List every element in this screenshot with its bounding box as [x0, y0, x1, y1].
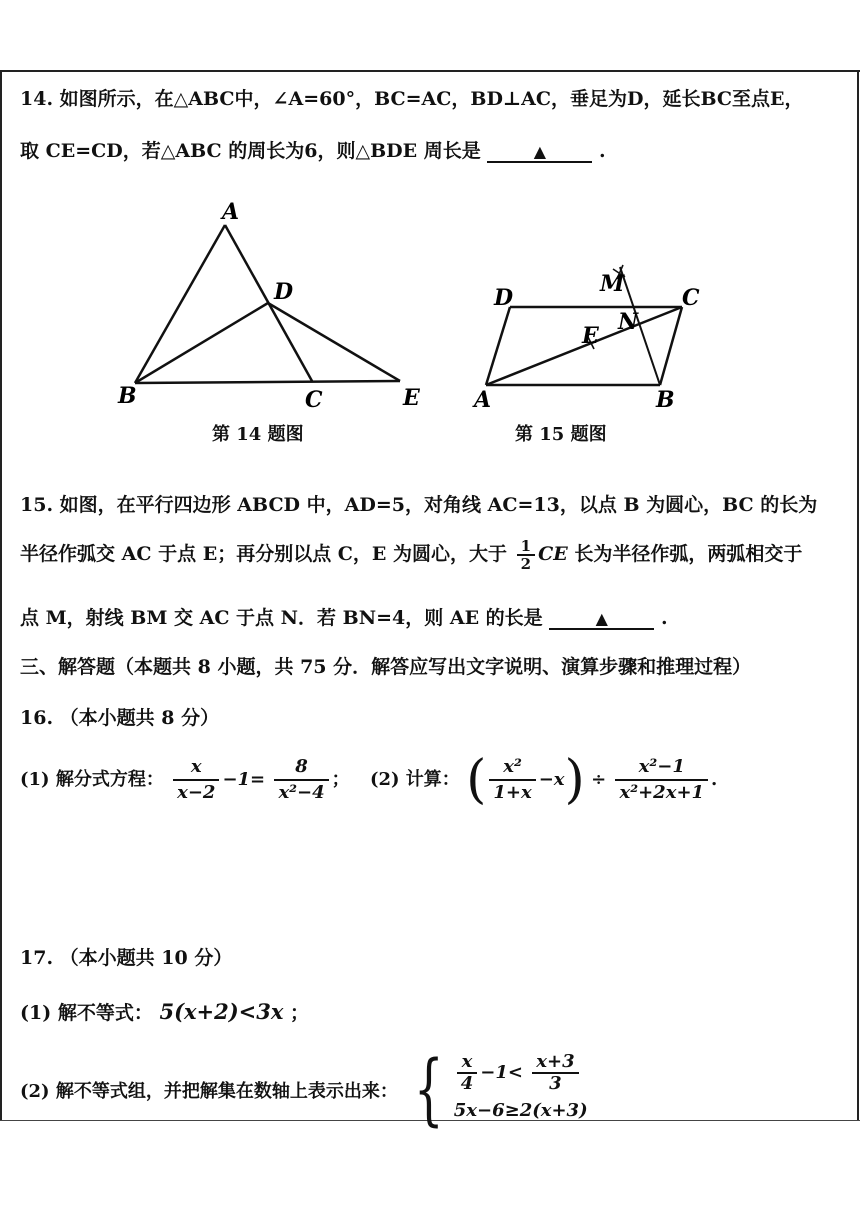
q15-label-n: N — [618, 309, 639, 335]
q14-line2-suffix: . — [598, 140, 606, 162]
q17-ineq1-den: 4 — [460, 1073, 474, 1094]
q17-ineq1-num: x — [457, 1052, 478, 1074]
q16-heading: 16. （本小题共 8 分） — [20, 707, 220, 729]
q16-eq-right-den: x²−4 — [278, 782, 325, 803]
q14-label-d: D — [274, 279, 294, 305]
q16-calc-fraction1 — [489, 755, 535, 805]
q17-system — [454, 1052, 588, 1128]
q15-label-b: B — [656, 387, 675, 413]
q16-left-paren: ( — [466, 750, 487, 810]
q15-line1: 15. 如图，在平行四边形 ABCD 中，AD=5，对角线 AC=13，以点 B 为圆心，BC 的长为 — [20, 494, 818, 516]
section3-heading: 三、解答题（本题共 8 小题，共 75 分．解答应写出文字说明、演算步骤和推理过程） — [20, 656, 752, 678]
q16-end: . — [711, 769, 718, 790]
q15-line3-prefix: 点 M，射线 BM 交 AC 于点 N．若 BN=4，则 AE 的长是 — [20, 607, 543, 629]
q16-right-paren: ) — [564, 750, 585, 810]
q14-answer-blank: ▲ — [487, 143, 592, 163]
q15-label-e: E — [582, 323, 599, 349]
q17-part2 — [20, 1045, 588, 1135]
q16-calc-minus: −x — [538, 769, 565, 790]
q16-separator: ； — [331, 769, 350, 790]
q16-part1-label: (1) 解分式方程： — [20, 769, 164, 790]
q16-part2-label: (2) 计算： — [369, 769, 460, 790]
q17-heading: 17. （本小题共 10 分） — [20, 947, 233, 969]
q16-eq-left-den: x−2 — [177, 782, 216, 803]
q16-calc-den1: 1+x — [493, 782, 532, 803]
q17-ineq1 — [454, 1052, 588, 1094]
q14-label-b: B — [118, 383, 137, 409]
q15-answer-blank: ▲ — [549, 610, 654, 630]
q16-parts — [20, 750, 717, 810]
q16-calc-fraction2 — [615, 755, 708, 805]
q15-figure-caption: 第 15 题图 — [515, 424, 607, 445]
q15-figure — [470, 245, 710, 420]
page-border-top — [0, 70, 860, 72]
q14-label-c: C — [305, 387, 323, 413]
q14-line2 — [20, 136, 606, 163]
q15-ce: CE — [538, 543, 568, 565]
q15-line2 — [20, 538, 802, 572]
q15-label-d: D — [494, 285, 514, 311]
q17-ineq1-rnum: x+3 — [532, 1052, 578, 1074]
q17-ineq1-mid: −1< — [480, 1062, 523, 1083]
q16-eq-left-num: x — [173, 755, 219, 781]
q15-half-den: 2 — [520, 555, 532, 573]
q14-label-a: A — [222, 199, 240, 225]
q15-segment-cb — [660, 307, 682, 385]
q16-eq-right-num: 8 — [274, 755, 328, 781]
q17-ineq1-rden: 3 — [549, 1073, 562, 1094]
q15-line3-suffix: . — [660, 607, 668, 629]
q16-calc-num2: x²−1 — [615, 755, 708, 781]
q16-calc-num1: x² — [489, 755, 535, 781]
q14-segment-be — [135, 381, 400, 383]
q15-segment-da — [486, 307, 510, 385]
q15-half-num: 1 — [517, 538, 535, 556]
q17-brace: { — [414, 1045, 444, 1135]
q14-line2-prefix: 取 CE=CD，若△ABC 的周长为6，则△BDE 周长是 — [20, 140, 481, 162]
q17-ineq1-left-fraction — [457, 1052, 478, 1094]
page-border-left — [0, 70, 2, 1120]
q14-figure-caption: 第 14 题图 — [212, 424, 304, 445]
q17-part2-label: (2) 解不等式组，并把解集在数轴上表示出来： — [20, 1081, 398, 1102]
q14-segment-ab — [135, 225, 225, 383]
q15-line3 — [20, 603, 668, 630]
q17-part1 — [20, 998, 309, 1025]
q16-eq-mid: −1= — [222, 769, 266, 790]
q14-segment-de — [268, 303, 400, 381]
q17-part1-label: (1) 解不等式： — [20, 1002, 153, 1024]
page-border-right — [857, 70, 859, 1120]
q14-figure — [100, 195, 440, 425]
q15-label-a: A — [474, 387, 492, 413]
q15-line2-prefix: 半径作弧交 AC 于点 E；再分别以点 C，E 为圆心，大于 — [20, 543, 508, 565]
q15-line2-suffix: 长为半径作弧，两弧相交于 — [574, 543, 803, 565]
q14-label-e: E — [403, 385, 420, 411]
q15-label-c: C — [682, 285, 700, 311]
q16-calc-den2: x²+2x+1 — [619, 782, 705, 803]
q17-part1-end: ； — [290, 1002, 310, 1024]
q17-part1-expr: 5(x+2)<3x — [159, 999, 284, 1024]
q15-label-m: M — [600, 271, 625, 297]
q16-eq-right-fraction — [274, 755, 328, 805]
q16-eq-left-fraction — [173, 755, 219, 805]
q17-ineq2: 5x−6≥2(x+3) — [453, 1100, 588, 1121]
q17-ineq1-right-fraction — [532, 1052, 578, 1094]
q15-half-fraction — [517, 538, 535, 572]
q14-line1: 14. 如图所示，在△ABC中，∠A=60°，BC=AC，BD⊥AC，垂足为D，延长BC至点E， — [20, 88, 804, 110]
q14-segment-bd — [135, 303, 268, 383]
q16-calc-div: ÷ — [591, 769, 607, 790]
